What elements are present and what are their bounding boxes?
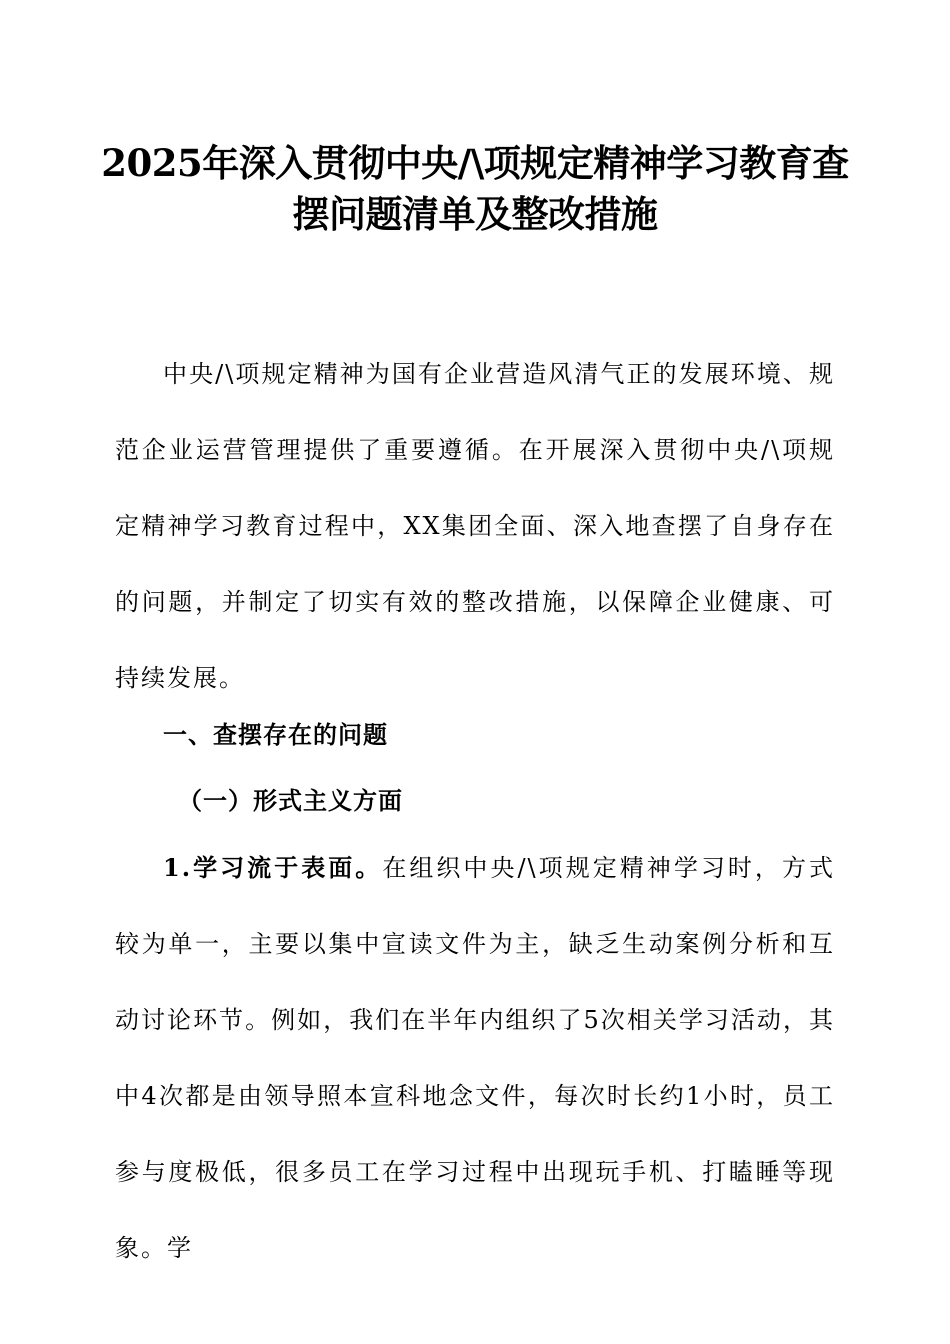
item-text: 在组织中央/\项规定精神学习时，方式较为单一，主要以集中宣读文件为主，缺乏生动案例分析和互动讨论环节。例如，我们在半年内组织了5次相关学习活动，其中4次都是由领导照本宣科地念文件，每次时长约1小时，员工参与度极低，很多员工在学习过程中出现玩手机、打瞌睡等现象。学: [115, 854, 835, 1262]
item-paragraph: [115, 830, 835, 1286]
subsection-heading: （一）形式主义方面: [178, 786, 403, 815]
intro-paragraph: 中央/\项规定精神为国有企业营造风清气正的发展环境、规范企业运营管理提供了重要遵循。在开展深入贯彻中央/\项规定精神学习教育过程中，XX集团全面、深入地查摆了自身存在的问题，并制定了切实有效的整改措施，以保障企业健康、可持续发展。: [115, 360, 835, 692]
document-title-line1: 2025年深入贯彻中央/\项规定精神学习教育查: [101, 141, 849, 185]
section-heading: 一、查摆存在的问题: [163, 720, 388, 749]
document-title-line2: 摆问题清单及整改措施: [292, 192, 658, 236]
item-lead: 1.学习流于表面。: [163, 853, 383, 882]
